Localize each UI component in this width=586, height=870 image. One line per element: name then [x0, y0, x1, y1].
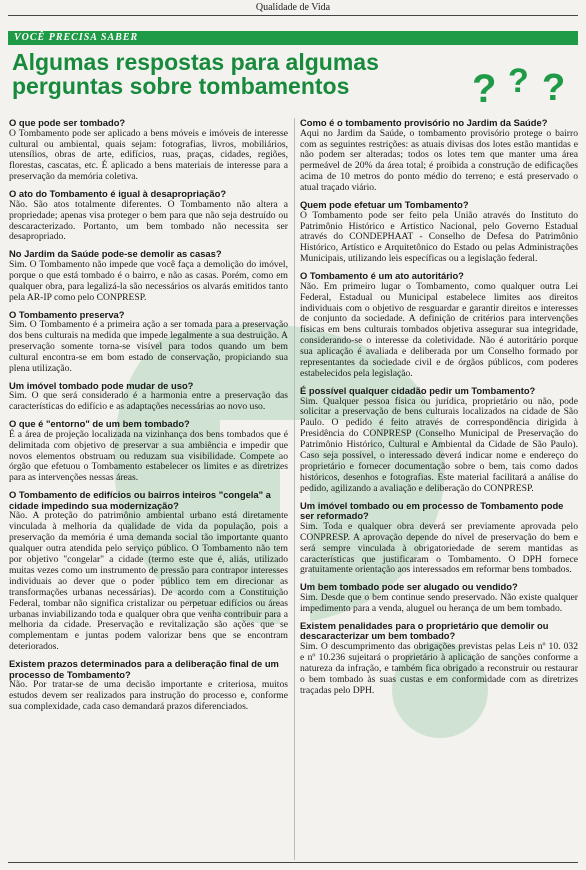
question-heading: O que é "entorno" de um bem tombado? [9, 418, 190, 430]
svg-text:?: ? [508, 62, 529, 100]
page-header-title: Qualidade de Vida [255, 2, 331, 13]
question-heading: O que pode ser tombado? [9, 117, 126, 128]
headline [12, 50, 442, 98]
answer-text: Não. São atos totalmente diferentes. O Tombamento não altera a propriedade; apenas visa proteger o bem para que não seja destruído ou descaracterizado. Portanto, um bem tombado não necessita ser desapropriado. [9, 198, 288, 243]
question-heading: Quem pode efetuar um Tombamento? [300, 199, 469, 211]
answer-text: O Tombamento pode ser aplicado a bens móveis e imóveis de interesse cultural ou ambiental, quais sejam: fotografias, livros, mobiliários, utensílios, obras de arte, edifícios, ruas, praças, cidades, regiões, florestas, cascatas, etc. É aplicado a bens materiais de interesse para a preservação da memória coletiva. [9, 127, 288, 183]
answer-text: Aqui no Jardim da Saúde, o tombamento provisório protege o bairro com as seguintes restrições: as atuais divisas dos lotes estão mantidas e não podem ser alteradas; todos os lotes tem que manter uma área permeável de 20% da área total; é proibida a construção de edificações acima de 10 metros do ponto médio do terreno; e está preservado o atual traçado viário. [300, 127, 578, 194]
answer-text: Não. Por tratar-se de uma decisão importante e criteriosa, muitos estudos devem ser realizados para instrução do processo e, conforme sua complexidade, cada caso demandará prazos diferenciados. [9, 679, 288, 713]
question-heading: Um imóvel tombado pode mudar de uso? [9, 379, 194, 391]
answer-text: Sim. O Tombamento é a primeira ação a ser tomada para a preservação dos bens culturais na medida que impede legalmente a sua destruição. A preservação somente torna-se visível para todos quando um bem cultural encontra-se em bom estado de conservação, propiciando sua plena utilização. [9, 319, 288, 374]
answer-text: É a área de projeção localizada na vizinhança dos bens tombados que é delimitada com objetivo de preservar a sua ambiência e impedir que novos elementos obstruam ou reduzam sua visibilidade. Compete ao órgão que efetuou o Tombamento estabelecer os limites e as diretrizes para as intervenções nessas áreas. [9, 428, 288, 484]
right-column [300, 118, 578, 697]
question-heading: O Tombamento é um ato autoritário? [300, 270, 464, 282]
answer-text: Sim. Toda e qualquer obra deverá ser previamente aprovada pelo CONPRESP. A aprovação depende do nível de preservação do bem e será sempre vinculada à obrigatoriedade de serem mantidas as características que justificaram o Tombamento. O DPH fornece gratuitamente orientação aos interessados em reformar bens tombados. [300, 520, 578, 576]
question-heading: Um bem tombado pode ser alugado ou vendido? [300, 581, 518, 593]
answer-text: O Tombamento pode ser feito pela União através do Instituto do Patrimônio Histórico e Artístico Nacional, pelo Governo Estadual através do CONDEPHAAT - Conselho de Defesa do Patrimônio Histórico, Artístico e Arquitetônico do Estado ou pelas Administrações Municipais, utilizando leis específicas ou a legislação federal. [300, 209, 578, 265]
svg-text:?: ? [542, 67, 566, 109]
headline-line-2: perguntas sobre tombamentos [12, 73, 350, 99]
svg-text:?: ? [472, 67, 497, 110]
section-label: VOCÊ PRECISA SABER [8, 31, 144, 45]
answer-text: Sim. O Tombamento não impede que você faça a demolição do imóvel, porque o que está tombado é o bairro, e não as casas. Porém, como em qualquer obra, para legalizá-la são necessários os alvarás emitidos tanto pela AR-IP como pelo CONPRESP. [9, 258, 288, 303]
answer-text: Sim. O que será considerado é a harmonia entre a preservação das características do edifício e as adaptações necessárias ao novo uso. [9, 390, 288, 413]
headline-line-1: Algumas respostas para algumas [12, 49, 379, 75]
answer-text: Não. Em primeiro lugar o Tombamento, como qualquer outra Lei Federal, Estadual ou Municipal estabelece limites aos direitos individuais com o objetivo de resguardar e garantir direitos e interesses de conjunto da sociedade. A definição de critérios para intervenções físicas em bens culturais tombados objetiva assegurar sua integridade, considerando-se o interesse da coletividade. Não é autoritário porque sua aplicação é avaliada e deliberada por um Conselho formado por representantes da sociedade civil e de órgãos públicos, com poderes estabelecidos pela legislação. [300, 280, 578, 379]
question-heading: Como é o tombamento provisório no Jardim da Saúde? [300, 117, 548, 128]
question-heading: Existem prazos determinados para a deliberação final de um processo de Tombamento? [9, 658, 279, 680]
question-heading: Existem penalidades para o proprietário que demolir ou descaracterizar um bem tombado? [300, 619, 549, 642]
answer-text: Sim. O descumprimento das obrigações previstas pelas Leis nº 10. 032 e nº 10.236 sujeitará o proprietário à aplicação de sanções conforme a natureza da infração, e também fica obrigado a reconstruir ou restaurar o bem tombado às suas custas e em conformidade com as diretrizes traçadas pelo DPH. [300, 640, 578, 696]
question-marks-icon [468, 52, 578, 110]
question-heading: No Jardim da Saúde pode-se demolir as casas? [9, 248, 222, 260]
column-divider [294, 118, 295, 860]
question-heading: O Tombamento preserva? [9, 308, 125, 320]
footer-rule [8, 862, 578, 863]
answer-text: Sim. Desde que o bem continue sendo preservado. Não existe qualquer impedimento para a venda, aluguel ou herança de um bem tombado. [300, 591, 578, 614]
left-column [9, 118, 288, 713]
question-heading: É possível qualquer cidadão pedir um Tombamento? [300, 384, 536, 396]
question-heading: O Tombamento de edifícios ou bairros inteiros "congela" a cidade impedindo sua modernização? [9, 489, 271, 511]
question-heading: O ato do Tombamento é igual à desapropriação? [9, 188, 227, 200]
answer-text: Não. A proteção do patrimônio ambiental urbano está diretamente vinculada à melhoria da qualidade de vida da população, pois a preservação da memória é uma demanda social tão importante quanto qualquer outra atendida pelo serviço público. O Tombamento não tem por objetivo "congelar" a cidade (termo este que é, aliás, utilizado muitas vezes como um instrumento de pressão para contrapor interesses individuais ao dever que o poder público tem em direcionar as transformações urbanas necessárias). De acordo com a Constituição Federal, tombar não significa cristalizar ou perpetuar edifícios ou áreas urbanas inviabilizando toda e qualquer obra que venha contribuir para a melhoria da cidade. Preservação e revitalização são ações que se complementam e juntas podem valorizar bens que se encontram deteriorados. [9, 510, 288, 653]
question-heading: Um imóvel tombado ou em processo de Tombamento pode ser reformado? [300, 499, 564, 522]
answer-text: Sim. Qualquer pessoa física ou jurídica, proprietário ou não, pode solicitar a preservação de bens culturais localizados na cidade de São Paulo. O pedido é feito através de correspondência dirigida à Presidência do CONPRESP (Conselho Municipal de Preservação do Patrimônio Histórico, Cultural e Ambiental da Cidade de São Paulo). Caso seja possível, o interessado deverá indicar nome e endereço do proprietário e fornecer documentação sobre o bem, tais como dados históricos, desenhos e fotografias. Este material facilitará a análise do pedido, agilizando a avaliação e deliberação do CONPRESP. [300, 395, 578, 494]
header-rule [8, 15, 578, 16]
